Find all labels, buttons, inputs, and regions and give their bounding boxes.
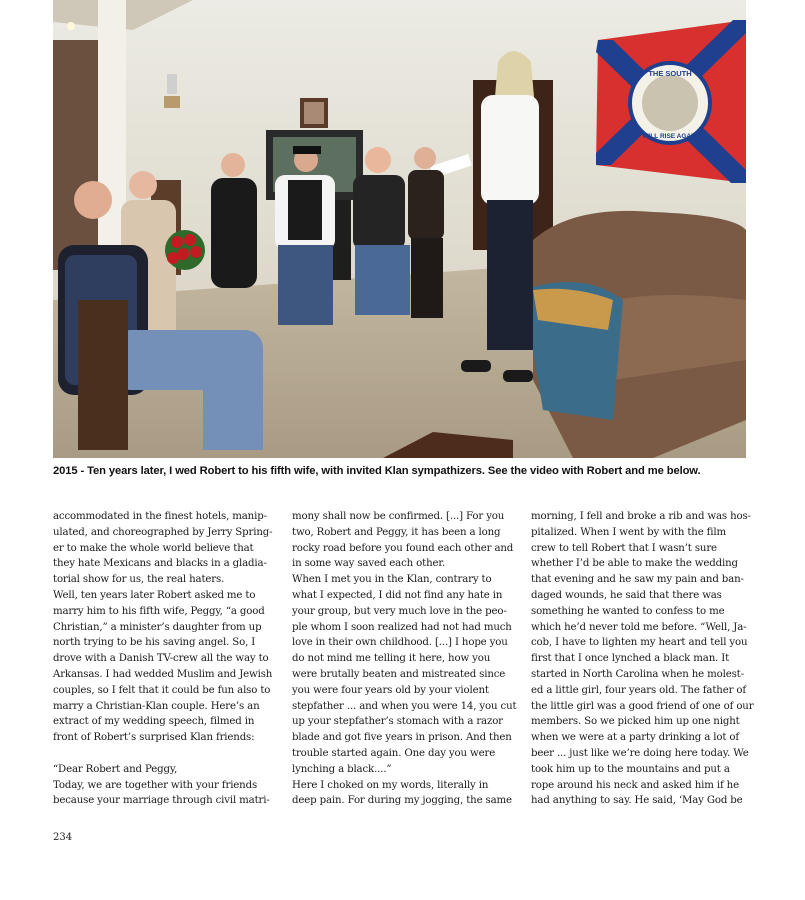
hallway-door bbox=[53, 40, 98, 270]
text-line: couples, so I felt that it could be fun also to bbox=[53, 684, 271, 696]
text-line: daged wounds, he said that there was bbox=[531, 589, 722, 601]
text-line: extract of my wedding speech, filmed in bbox=[53, 716, 255, 728]
text-line: marry a Christian-Klan couple. Here’s an bbox=[53, 700, 260, 712]
text-column-1 bbox=[53, 509, 281, 809]
text-line: cob, I have to lighten my heart and tell you bbox=[531, 637, 748, 649]
text-line: beer ... just like we’re doing here today. We bbox=[531, 747, 749, 759]
text-line: morning, I fell and broke a rib and was hos- bbox=[531, 511, 751, 522]
text-line: whether I’d be able to make the wedding bbox=[531, 558, 738, 570]
text-line: torial show for us, the real haters. bbox=[53, 574, 225, 586]
text-column-2 bbox=[292, 509, 520, 809]
text-line: they hate Mexicans and blacks in a gladia- bbox=[53, 558, 267, 570]
text-line: Today, we are together with your friends bbox=[53, 779, 258, 791]
text-line: north trying to be his saving angel. So, I bbox=[53, 637, 256, 649]
text-line: drove with a Danish TV-crew all the way to bbox=[53, 653, 269, 665]
text-line: ple whom I soon realized had not had much bbox=[292, 621, 512, 633]
text-line: Here I choked on my words, literally in bbox=[292, 779, 489, 791]
text-line: love in their own childhood. [...] I hope you bbox=[292, 637, 508, 649]
text-line: started in North Carolina when he molest- bbox=[531, 668, 744, 680]
text-line: blade and got five years in prison. And then bbox=[292, 732, 512, 744]
text-line: you were four years old by your violent bbox=[292, 684, 489, 696]
flag-bottom-text: WILL RISE AGAIN bbox=[642, 133, 698, 140]
text-line: mony shall now be confirmed. [...] For you bbox=[292, 511, 505, 522]
text-line: accommodated in the finest hotels, manip- bbox=[53, 511, 267, 522]
text-line: in some way saved each other. bbox=[292, 558, 446, 570]
photo-caption: 2015 - Ten years later, I wed Robert to his fifth wife, with invited Klan sympathizers. See the video with Robert and me below. bbox=[53, 465, 701, 477]
sofa bbox=[523, 211, 746, 458]
photo-illustration bbox=[53, 0, 746, 458]
text-line: because your marriage through civil matri- bbox=[53, 795, 270, 807]
text-line: Christian,” a minister’s daughter from up bbox=[53, 621, 262, 633]
text-line: something he wanted to confess to me bbox=[531, 605, 725, 617]
text-line: Well, ten years later Robert asked me to bbox=[53, 589, 256, 601]
text-line: first that I once lynched a black man. It bbox=[531, 653, 730, 665]
text-line: ulated, and choreographed by Jerry Spring- bbox=[53, 526, 273, 538]
text-line: stepfather ... and when you were 14, you cut bbox=[292, 700, 517, 712]
text-line: marry him to his fifth wife, Peggy, “a good bbox=[53, 605, 265, 617]
text-line: your group, but very much love in the peo- bbox=[292, 605, 507, 617]
text-line: that evening and he saw my pain and ban- bbox=[531, 574, 744, 586]
text-line: rocky road before you found each other and bbox=[292, 542, 514, 554]
text-line: were brutally beaten and mistreated since bbox=[292, 668, 506, 680]
text-line: ed a little girl, four years old. The father of bbox=[531, 684, 746, 696]
rose-bouquet bbox=[165, 230, 205, 270]
wedding-photo bbox=[53, 0, 746, 458]
text-line: crew to tell Robert that I wasn’t sure bbox=[531, 542, 717, 554]
text-line: trouble started again. One day you were bbox=[292, 747, 496, 759]
text-line: When I met you in the Klan, contrary to bbox=[292, 574, 492, 586]
text-line: pitalized. When I went by with the film bbox=[531, 526, 727, 538]
text-line: up your stepfather’s stomach with a razor bbox=[292, 716, 503, 728]
text-line: members. So we picked him up one night bbox=[531, 716, 740, 728]
text-line: er to make the whole world believe that bbox=[53, 542, 254, 554]
text-line: had anything to say. He said, ‘May God be bbox=[531, 795, 743, 807]
text-line: lynching a black....” bbox=[292, 763, 392, 775]
text-line: “Dear Robert and Peggy, bbox=[53, 763, 178, 775]
text-line: two, Robert and Peggy, it has been a long bbox=[292, 526, 501, 538]
text-line: front of Robert’s surprised Klan friends: bbox=[53, 732, 255, 744]
text-line: the little girl was a good friend of one of our bbox=[531, 700, 754, 712]
page-number: 234 bbox=[53, 832, 73, 843]
paragraph-gap bbox=[53, 746, 281, 762]
text-line: when we were at a party drinking a lot of bbox=[531, 732, 740, 744]
text-column-3 bbox=[531, 509, 759, 809]
text-line: rope around his neck and asked him if he bbox=[531, 779, 739, 791]
flag-top-text: THE SOUTH bbox=[648, 69, 692, 78]
text-line: deep pain. For during my jogging, the same bbox=[292, 795, 512, 807]
confederate-flag bbox=[596, 20, 746, 183]
text-line: Arkansas. I had wedded Muslim and Jewish bbox=[53, 668, 273, 680]
text-line: which he’d never told me before. “Well, Ja- bbox=[531, 621, 747, 633]
text-line: what I expected, I did not find any hate in bbox=[292, 589, 503, 601]
text-line: do not mind me telling it here, how you bbox=[292, 653, 491, 665]
text-line: took him up to the mountains and put a bbox=[531, 763, 730, 775]
